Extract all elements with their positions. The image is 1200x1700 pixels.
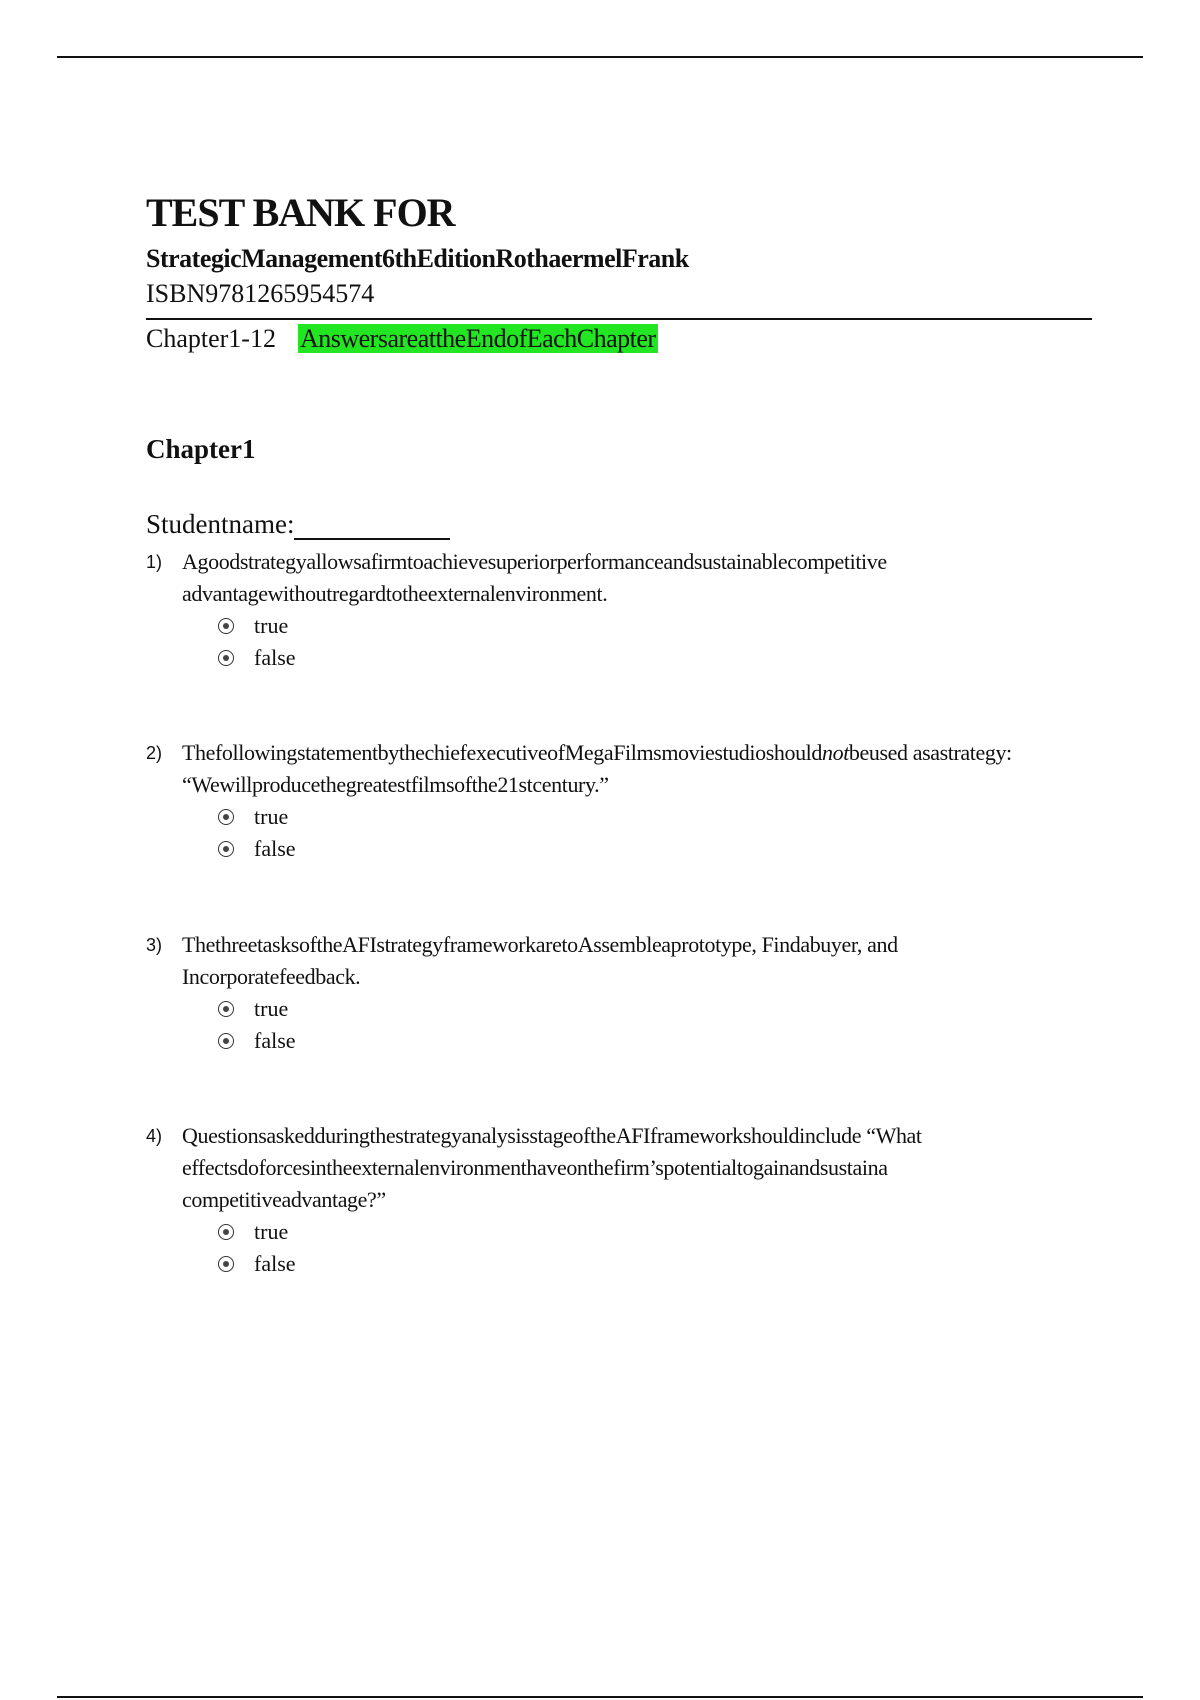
question-3 — [146, 929, 1076, 1057]
student-name-blank[interactable] — [294, 508, 450, 540]
answer-options — [218, 801, 1076, 865]
question-2 — [146, 737, 1076, 865]
question-text: QuestionsaskedduringthestrategyanalysisstageoftheAFIframeworkshouldinclude “What effectsdoforcesintheexternalenvironmenthaveonthefirm’spotentialtogainandsustaina competitiveadvantage?” — [182, 1123, 922, 1212]
option-true[interactable] — [218, 801, 1076, 833]
option-false[interactable] — [218, 1248, 1076, 1280]
question-text-part: beused asastrategy: “Wewillproducethegreatestfilmsofthe21stcentury.” — [182, 740, 1012, 797]
chapter-range: Chapter1-12 — [146, 324, 276, 353]
question-number: 3) — [146, 935, 163, 955]
answer-options — [218, 1216, 1076, 1280]
book-title: StrategicManagement6thEditionRothaermelFrank — [146, 244, 689, 273]
option-true[interactable] — [218, 610, 1076, 642]
option-false[interactable] — [218, 642, 1076, 674]
radio-icon[interactable] — [218, 809, 234, 825]
option-label: true — [254, 804, 289, 829]
option-label: true — [254, 613, 289, 638]
option-false[interactable] — [218, 833, 1076, 865]
radio-icon[interactable] — [218, 1224, 234, 1240]
question-text: ThethreetasksoftheAFIstrategyframeworkaretoAssembleaprototype, Findabuyer, and Incorporatefeedback. — [182, 932, 898, 989]
option-label: true — [254, 996, 289, 1021]
option-label: false — [254, 645, 296, 670]
answer-options — [218, 610, 1076, 674]
radio-icon[interactable] — [218, 1001, 234, 1017]
option-true[interactable] — [218, 993, 1076, 1025]
document-header — [146, 188, 1092, 358]
student-name-label: Studentname: — [146, 509, 295, 539]
radio-icon[interactable] — [218, 618, 234, 634]
question-1 — [146, 546, 1076, 674]
question-4 — [146, 1120, 1076, 1280]
question-text-emphasis: not — [822, 740, 849, 765]
question-number: 2) — [146, 743, 163, 763]
option-label: false — [254, 836, 296, 861]
top-rule — [57, 56, 1143, 58]
student-name-field — [146, 508, 450, 540]
question-text-part: ThefollowingstatementbythechiefexecutiveofMegaFilmsmoviestudioshould — [182, 740, 822, 765]
document-title: TEST BANK FOR — [146, 190, 455, 235]
bottom-rule — [57, 1696, 1143, 1698]
radio-icon[interactable] — [218, 1256, 234, 1272]
option-true[interactable] — [218, 1216, 1076, 1248]
chapter-range-line — [146, 320, 1092, 358]
answers-note-highlight: AnswersareattheEndofEachChapter — [299, 324, 656, 353]
radio-icon[interactable] — [218, 650, 234, 666]
option-label: false — [254, 1028, 296, 1053]
question-text — [182, 737, 1076, 801]
option-label: false — [254, 1251, 296, 1276]
question-number: 1) — [146, 552, 163, 572]
question-number: 4) — [146, 1126, 163, 1146]
answer-options — [218, 993, 1076, 1057]
isbn: ISBN9781265954574 — [146, 279, 375, 308]
radio-icon[interactable] — [218, 841, 234, 857]
question-text: Agoodstrategyallowsafirmtoachievesuperiorperformanceandsustainablecompetitive advantagewithoutregardtotheexternalenvironment. — [182, 549, 887, 606]
option-false[interactable] — [218, 1025, 1076, 1057]
chapter-heading: Chapter1 — [146, 434, 256, 464]
radio-icon[interactable] — [218, 1033, 234, 1049]
option-label: true — [254, 1219, 289, 1244]
